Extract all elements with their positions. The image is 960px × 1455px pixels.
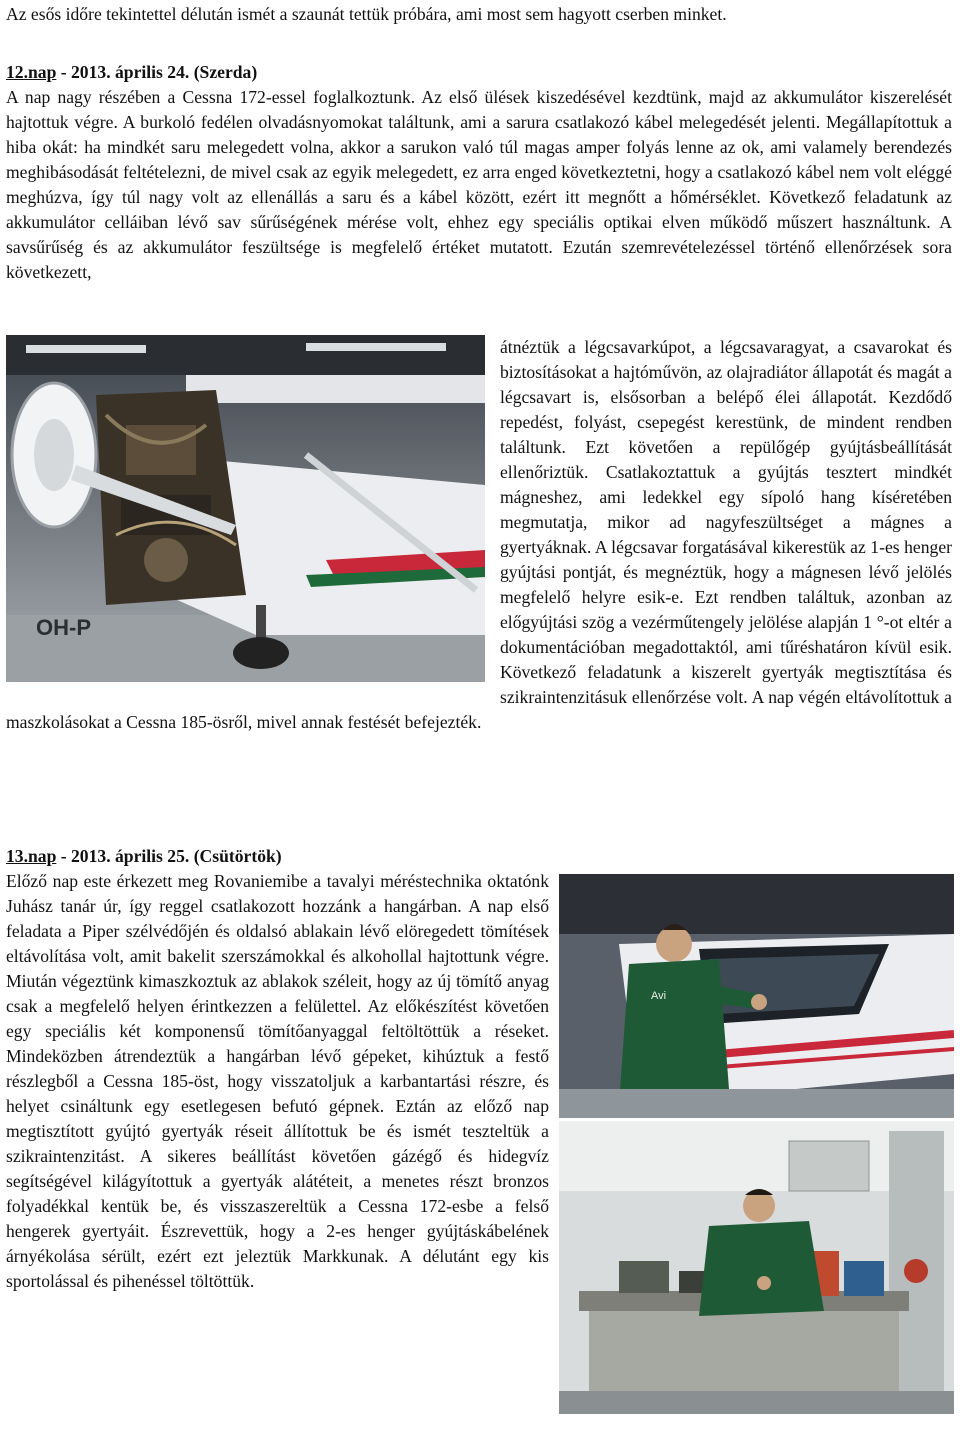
intro-paragraph: Az esős időre tekintettel délután ismét a szaunát tettük próbára, ami most sem hagyott cserben minket. (6, 4, 727, 24)
day13-heading-date: - 2013. április 25. (Csütörtök) (56, 846, 282, 866)
spark-plug-illustration (559, 1121, 954, 1414)
spark-plug-photo (559, 1121, 954, 1414)
engine-photo-wrapper (6, 335, 490, 687)
day12-heading-day: 12.nap (6, 62, 57, 82)
day12-paragraph-2: átnéztük a légcsavarkúpot, a légcsavaragyat, a csavarokat és biztosításokat a hajtóművön, az olajradiátor állapotát és magát a légcsavart is, elsősorban a belépő élei állapotát. Kezdődő repedést, folyást, csepegést kerestünk, de mindent rendben találtunk. Ezt követően a repülőgép gyújtásbeállítását ellenőriztük. Csatlakoztattuk a gyújtás tesztert mindkét mágneshez, ami ledekkel egy sípoló hang kíséretében megmutatja, mikor ad nagyfeszültséget a mágnes a gyertyáknak. A légcsavar forgatásával kikerestük az 1-es henger gyújtási pontját, és megnéztük, hogy a mágnesen lévő jelölés megfelelő helyre esik-e. Ezt rendben találtuk, azonban az előgyújtási szög a vezérműtengely jelölése alapján 1 °-ot eltér a dokumentációban megadottaktól, ami tűréshatáron kívül esik. Következő feladatunk a kiszerelt gyertyák megtisztítása és szikraintenzitásuk ellenőrzése volt. A nap végén eltávolítottuk a maszkolásokat a Cessna 185-ösről, mivel annak festését befejezték. (6, 337, 952, 732)
day13-paragraph: Előző nap este érkezett meg Rovaniemibe a tavalyi méréstechnika oktatónk Juhász tanár úr, így reggel csatlakozott hozzánk a hangárban. A nap első feladata a Piper szélvédőjén és oldalsó ablakain lévő elöregedett tömítések eltávolítása volt, amit bakelit szerszámokkal és alkohollal hajtottunk végre. Miután végeztünk kimaszkoztuk az ablakok széleit, hogy az új tömítő anyag csak a megfelelő helyen érintkezzen a felülettel. Az előkészítést követően egy speciális két komponensű tömítőanyaggal feltöltöttük a réseket. Mindeközben átrendeztük a hangárban lévő gépeket, kihúztuk a festő részlegből a Cessna 185-öst, hogy visszatoljuk a karbantartási részre, és helyet csináltunk egy esetlegesen befutó gépnek. Eztán az előző nap megtisztított gyújtó gyertyák réseit állítottuk be és ismét teszteltük a szikraintenzitást. A sikeres beállítást követően gázégő és hidegvíz segítségével kilágyítottuk a gyertyák alátéteit, a menetes részt bronzos folyadékkal kentük be, és visszaszereltük a Cessna 172-esbe a felső hengerek gyertyáit. Észrevettük, hogy a 2-es henger gyújtáskábelének árnyékolása sérült, ezért ezt jeleztük Markkunak. A délutánt egy kis sportolással és pihenéssel töltöttük. (6, 871, 549, 1291)
engine-photo-illustration (6, 335, 485, 682)
engine-photo (6, 335, 485, 682)
day13-block (6, 869, 952, 1417)
day12-paragraph-1: A nap nagy részében a Cessna 172-essel foglalkoztunk. Az első ülések kiszedésével kezdtünk, majd az akkumulátor kiszerelését hajtottuk végre. A burkoló fedélen olvadásnyomokat találtunk, ami a sarura csatlakozó kábel melegedését jelenti. Megállapítottuk a hiba okát: ha mindkét saru melegedett volna, akkor a sarukon való túl magas amper folyás lenne az ok, ami valamely berendezés meghibásodását feltételezni, de mivel csak az egyik melegedett, ez arra enged következtetni, hogy a csatlakozó kábel nem volt eléggé meghúzva, így túl nagy volt az ellenállás a saru és a kábel között, ezért itt megnőtt a hőmérséklet. Következő feladatunk az akkumulátor celláiban lévő sav sűrűségének mérése volt, ehhez egy speciális optikai elven működő műszert használtunk. A savsűrűség és az akkumulátor feszültsége is megfelelő értéket mutatott. Ezután szemrevételezéssel történő ellenőrzések sora következett, (6, 87, 952, 282)
window-sealing-photo (559, 874, 954, 1118)
day12-block (6, 335, 952, 735)
day12-heading (6, 60, 952, 85)
day12-heading-date: - 2013. április 24. (Szerda) (56, 62, 258, 82)
window-sealing-illustration (559, 874, 954, 1118)
engine-photo-registration: OH-P (36, 615, 91, 640)
day13-heading-day: 13.nap (6, 846, 57, 866)
coverall-logo-text: Avi (651, 990, 667, 1002)
day13-photo-column (559, 869, 959, 1417)
day13-heading (6, 844, 952, 869)
